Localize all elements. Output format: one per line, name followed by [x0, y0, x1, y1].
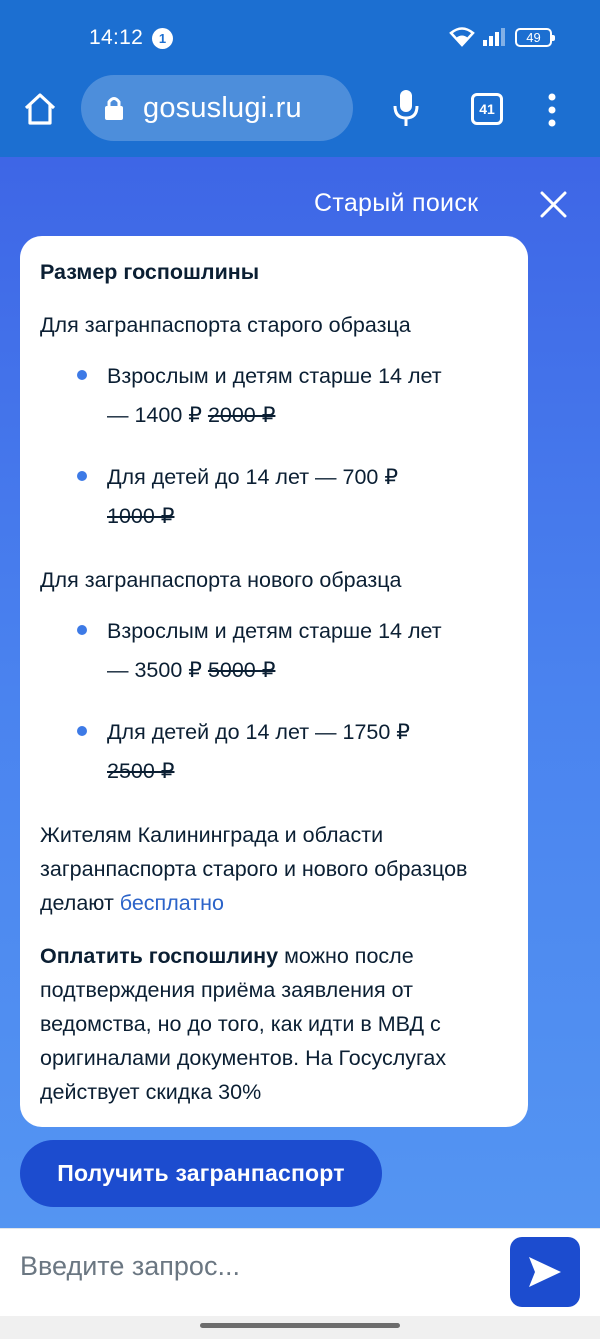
new-adult-price-line [107, 653, 275, 687]
home-gesture-handle[interactable] [200, 1323, 400, 1328]
pay-line-1-rest: можно после [278, 944, 414, 968]
answer-card [20, 236, 528, 1127]
microphone-icon[interactable] [392, 88, 420, 128]
tab-switcher-button[interactable]: 41 [471, 93, 503, 125]
new-child-was-price: 2500 ₽ [107, 759, 175, 783]
more-menu-icon[interactable] [545, 93, 559, 127]
home-icon[interactable] [22, 91, 58, 127]
address-bar[interactable] [81, 75, 353, 141]
kaliningrad-line-3 [40, 886, 224, 920]
chat-header [0, 167, 600, 239]
bullet-dot [77, 471, 87, 481]
old-search-link[interactable]: Старый поиск [314, 189, 479, 217]
battery-icon: 49 [515, 28, 552, 47]
kaliningrad-prefix: делают [40, 891, 120, 915]
pay-line-4: оригиналами документов. На Госуслугах [40, 1046, 447, 1070]
url-text: gosuslugi.ru [143, 91, 302, 124]
section-new-heading: Для загранпаспорта нового образца [40, 568, 402, 592]
status-time: 14:12 [89, 26, 144, 49]
bullet-dot [77, 625, 87, 635]
lock-icon [103, 95, 125, 121]
system-nav-bar [0, 1316, 600, 1339]
pay-bold-text: Оплатить госпошлину [40, 944, 279, 968]
free-link[interactable]: бесплатно [119, 891, 224, 915]
bullet-dot [77, 726, 87, 736]
notification-badge: 1 [152, 28, 173, 49]
send-icon [527, 1255, 563, 1289]
pay-line-1 [40, 939, 414, 973]
chat-area [0, 157, 600, 1228]
wifi-icon [449, 27, 475, 47]
old-child-was-price: 1000 ₽ [107, 504, 175, 528]
query-input[interactable] [20, 1251, 490, 1282]
old-child-line: Для детей до 14 лет — 700 ₽ [107, 465, 399, 489]
get-passport-button[interactable]: Получить загранпаспорт [20, 1140, 382, 1207]
send-button[interactable] [510, 1237, 580, 1307]
section-old-heading: Для загранпаспорта старого образца [40, 313, 411, 337]
bullet-dot [77, 370, 87, 380]
old-adult-line: Взрослым и детям старше 14 лет [107, 364, 442, 388]
pay-line-5: действует скидка 30% [40, 1080, 262, 1104]
query-bar [0, 1228, 600, 1316]
card-title: Размер госпошлины [40, 260, 260, 284]
old-adult-was-price: 2000 ₽ [207, 403, 276, 427]
new-adult-was-price: 5000 ₽ [207, 658, 276, 682]
close-icon[interactable] [540, 191, 567, 218]
browser-chrome [0, 0, 600, 157]
status-icons [449, 27, 552, 47]
old-adult-price: — 1400 ₽ [107, 403, 208, 427]
kaliningrad-line-1: Жителям Калининграда и области [40, 823, 384, 847]
pay-line-3: ведомства, но до того, как идти в МВД с [40, 1012, 441, 1036]
kaliningrad-line-2: загранпаспорта старого и нового образцов [40, 857, 468, 881]
new-adult-line: Взрослым и детям старше 14 лет [107, 619, 442, 643]
pay-line-2: подтверждения приёма заявления от [40, 978, 413, 1002]
old-adult-price-line [107, 398, 275, 432]
new-child-line: Для детей до 14 лет — 1750 ₽ [107, 720, 410, 744]
signal-icon [483, 28, 507, 46]
new-adult-price: — 3500 ₽ [107, 658, 208, 682]
